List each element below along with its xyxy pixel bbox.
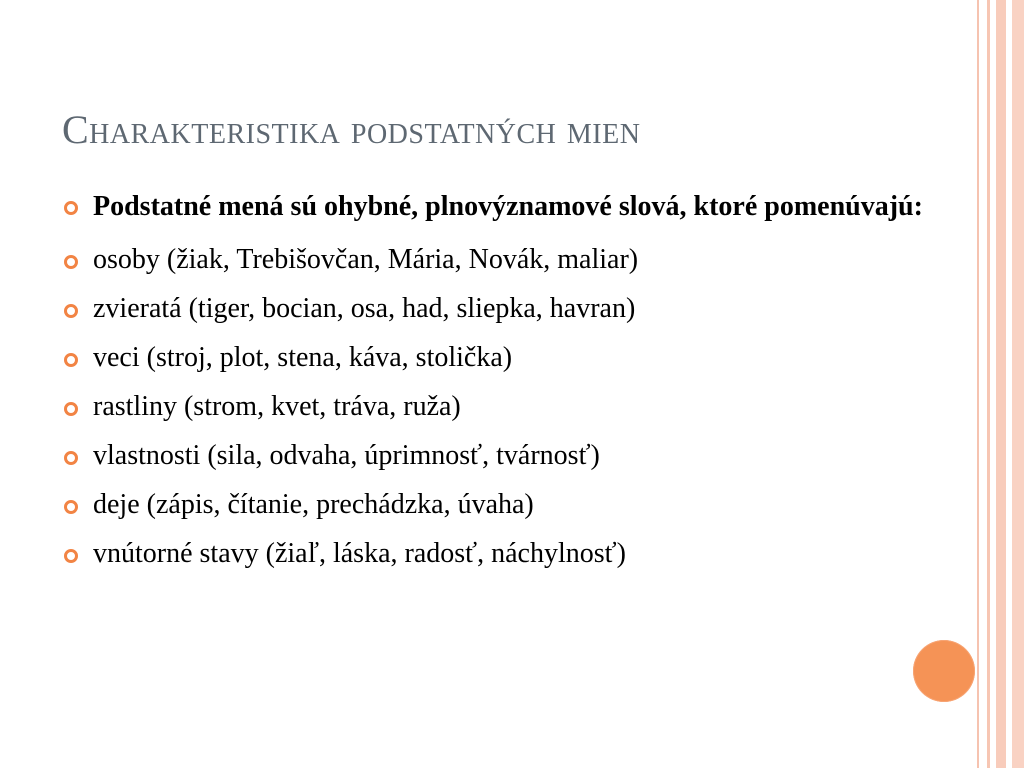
list-item-text: Podstatné mená sú ohybné, plnovýznamové slová, ktoré pomenúvajú:: [93, 191, 923, 222]
list-item: [64, 536, 924, 572]
list-item: [64, 188, 924, 226]
ring-bullet-icon: [64, 500, 78, 514]
decorative-accent-circle: [913, 640, 975, 702]
list-item: [64, 487, 924, 523]
list-item-text: vnútorné stavy (žiaľ, láska, radosť, náchylnosť): [93, 538, 626, 569]
list-item-text: vlastnosti (sila, odvaha, úprimnosť, tvárnosť): [93, 440, 600, 471]
ring-bullet-icon: [64, 549, 78, 563]
ring-bullet-icon: [64, 451, 78, 465]
ring-bullet-icon: [64, 402, 78, 416]
ring-bullet-icon: [64, 353, 78, 367]
list-item-text: zvieratá (tiger, bocian, osa, had, sliepka, havran): [93, 293, 636, 324]
list-item-text: veci (stroj, plot, stena, káva, stolička): [93, 342, 513, 373]
list-item: [64, 340, 924, 376]
list-item: [64, 438, 924, 474]
list-item: [64, 242, 924, 278]
list-item: [64, 291, 924, 327]
list-item-text: deje (zápis, čítanie, prechádzka, úvaha): [93, 489, 534, 520]
slide-content: [64, 188, 924, 585]
ring-bullet-icon: [64, 255, 78, 269]
slide-title: Charakteristika podstatných mien: [62, 107, 641, 152]
list-item: [64, 389, 924, 425]
ring-bullet-icon: [64, 201, 78, 215]
list-item-text: osoby (žiak, Trebišovčan, Mária, Novák, maliar): [93, 244, 639, 275]
ring-bullet-icon: [64, 304, 78, 318]
decorative-border-stripes: [977, 0, 1024, 768]
bullet-list: [64, 188, 924, 572]
list-item-text: rastliny (strom, kvet, tráva, ruža): [93, 391, 461, 422]
